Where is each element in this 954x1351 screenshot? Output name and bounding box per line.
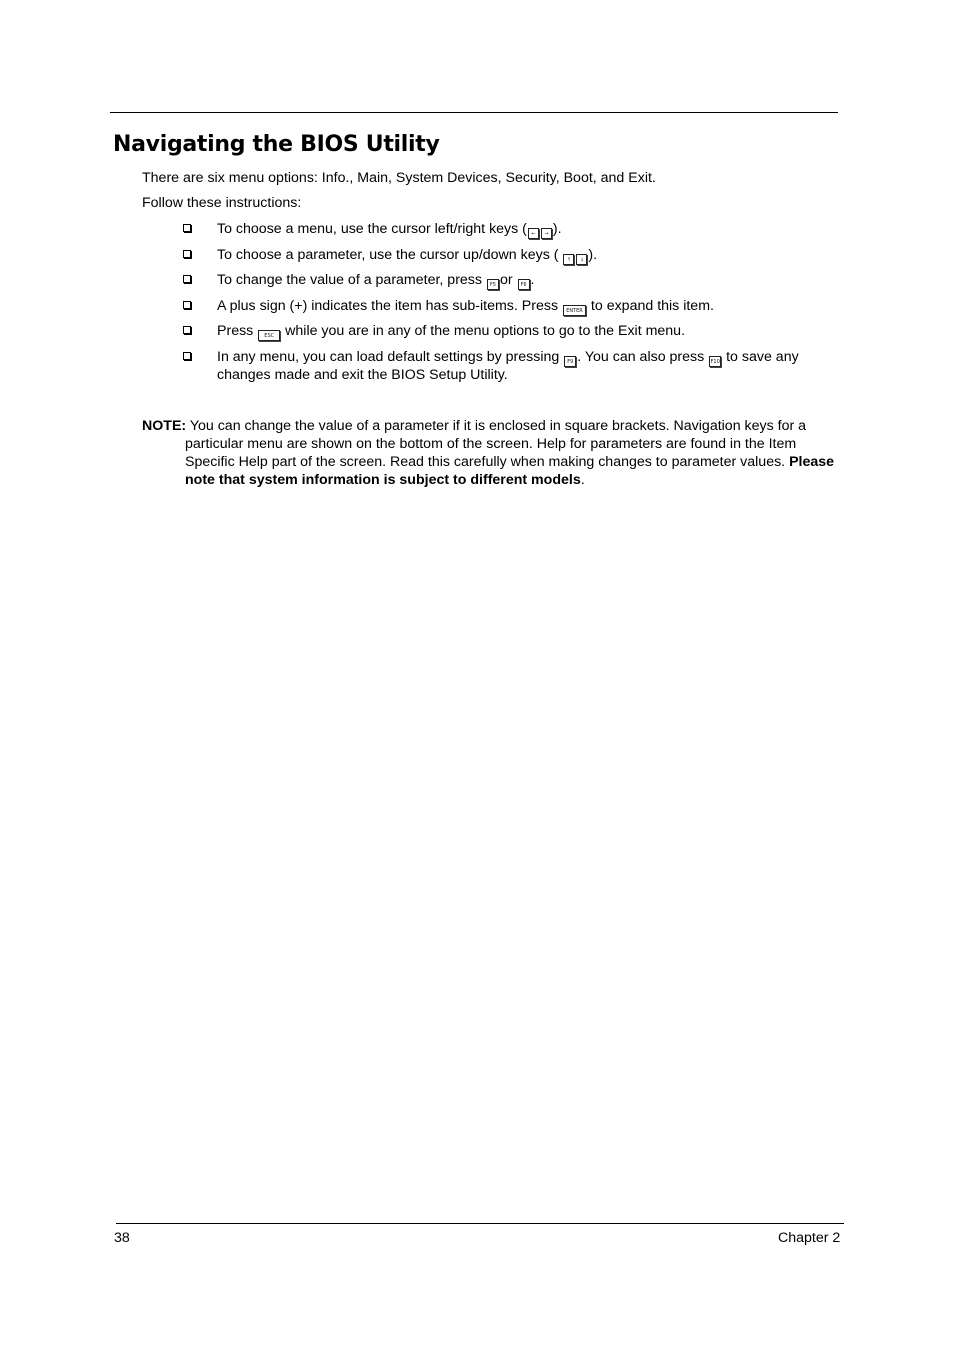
footer-rule [116,1223,844,1224]
right-arrow-key-icon: → [541,228,552,239]
follow-instructions: Follow these instructions: [142,195,302,211]
checkbox-bullet-icon [183,224,191,232]
left-arrow-key-icon: ← [528,228,539,239]
list-item-text: In any menu, you can load default settings by pressing F9 . You can also press F10 to save any [217,349,799,365]
list-item-text: To choose a menu, use the cursor left/right keys ( ← → ). [217,221,562,237]
enter-key-icon: ENTER [563,305,586,316]
chapter-label: Chapter 2 [778,1230,841,1246]
list-item-text: To change the value of a parameter, press F5 or F6 . [217,272,535,288]
up-arrow-key-icon: ↑ [563,254,574,265]
checkbox-bullet-icon [183,352,191,360]
list-item-text: Press ESC while you are in any of the menu options to go to the Exit menu. [217,323,686,339]
page-number: 38 [114,1230,130,1246]
list-item-text-continued: changes made and exit the BIOS Setup Utility. [217,367,508,383]
page-title: Navigating the BIOS Utility [113,132,440,157]
f10-key-icon: F10 [709,356,721,367]
checkbox-bullet-icon [183,301,191,309]
list-item-text: To choose a parameter, use the cursor up/down keys ( ↑ ↓ ). [217,247,598,263]
list-item-text: A plus sign (+) indicates the item has sub-items. Press ENTER to expand this item. [217,298,714,314]
f9-key-icon: F9 [564,356,576,367]
note-label: NOTE: [142,418,187,434]
down-arrow-key-icon: ↓ [576,254,587,265]
checkbox-bullet-icon [183,326,191,334]
checkbox-bullet-icon [183,275,191,283]
f5-key-icon: F5 [487,279,499,290]
note-block: NOTE: You can change the value of a parameter if it is enclosed in square brackets. Navigation keys for a particular menu are shown on the bottom of the screen. Help for parameters are found in the Item Specific Help part of the screen. Read this carefully when making changes to parameter values. Please note that system information is subject to different models. [142,418,835,488]
intro-paragraph: There are six menu options: Info., Main, System Devices, Security, Boot, and Exit. [142,170,656,186]
esc-key-icon: ESC [258,330,280,341]
header-rule [110,112,838,113]
f6-key-icon: F6 [518,279,530,290]
checkbox-bullet-icon [183,250,191,258]
